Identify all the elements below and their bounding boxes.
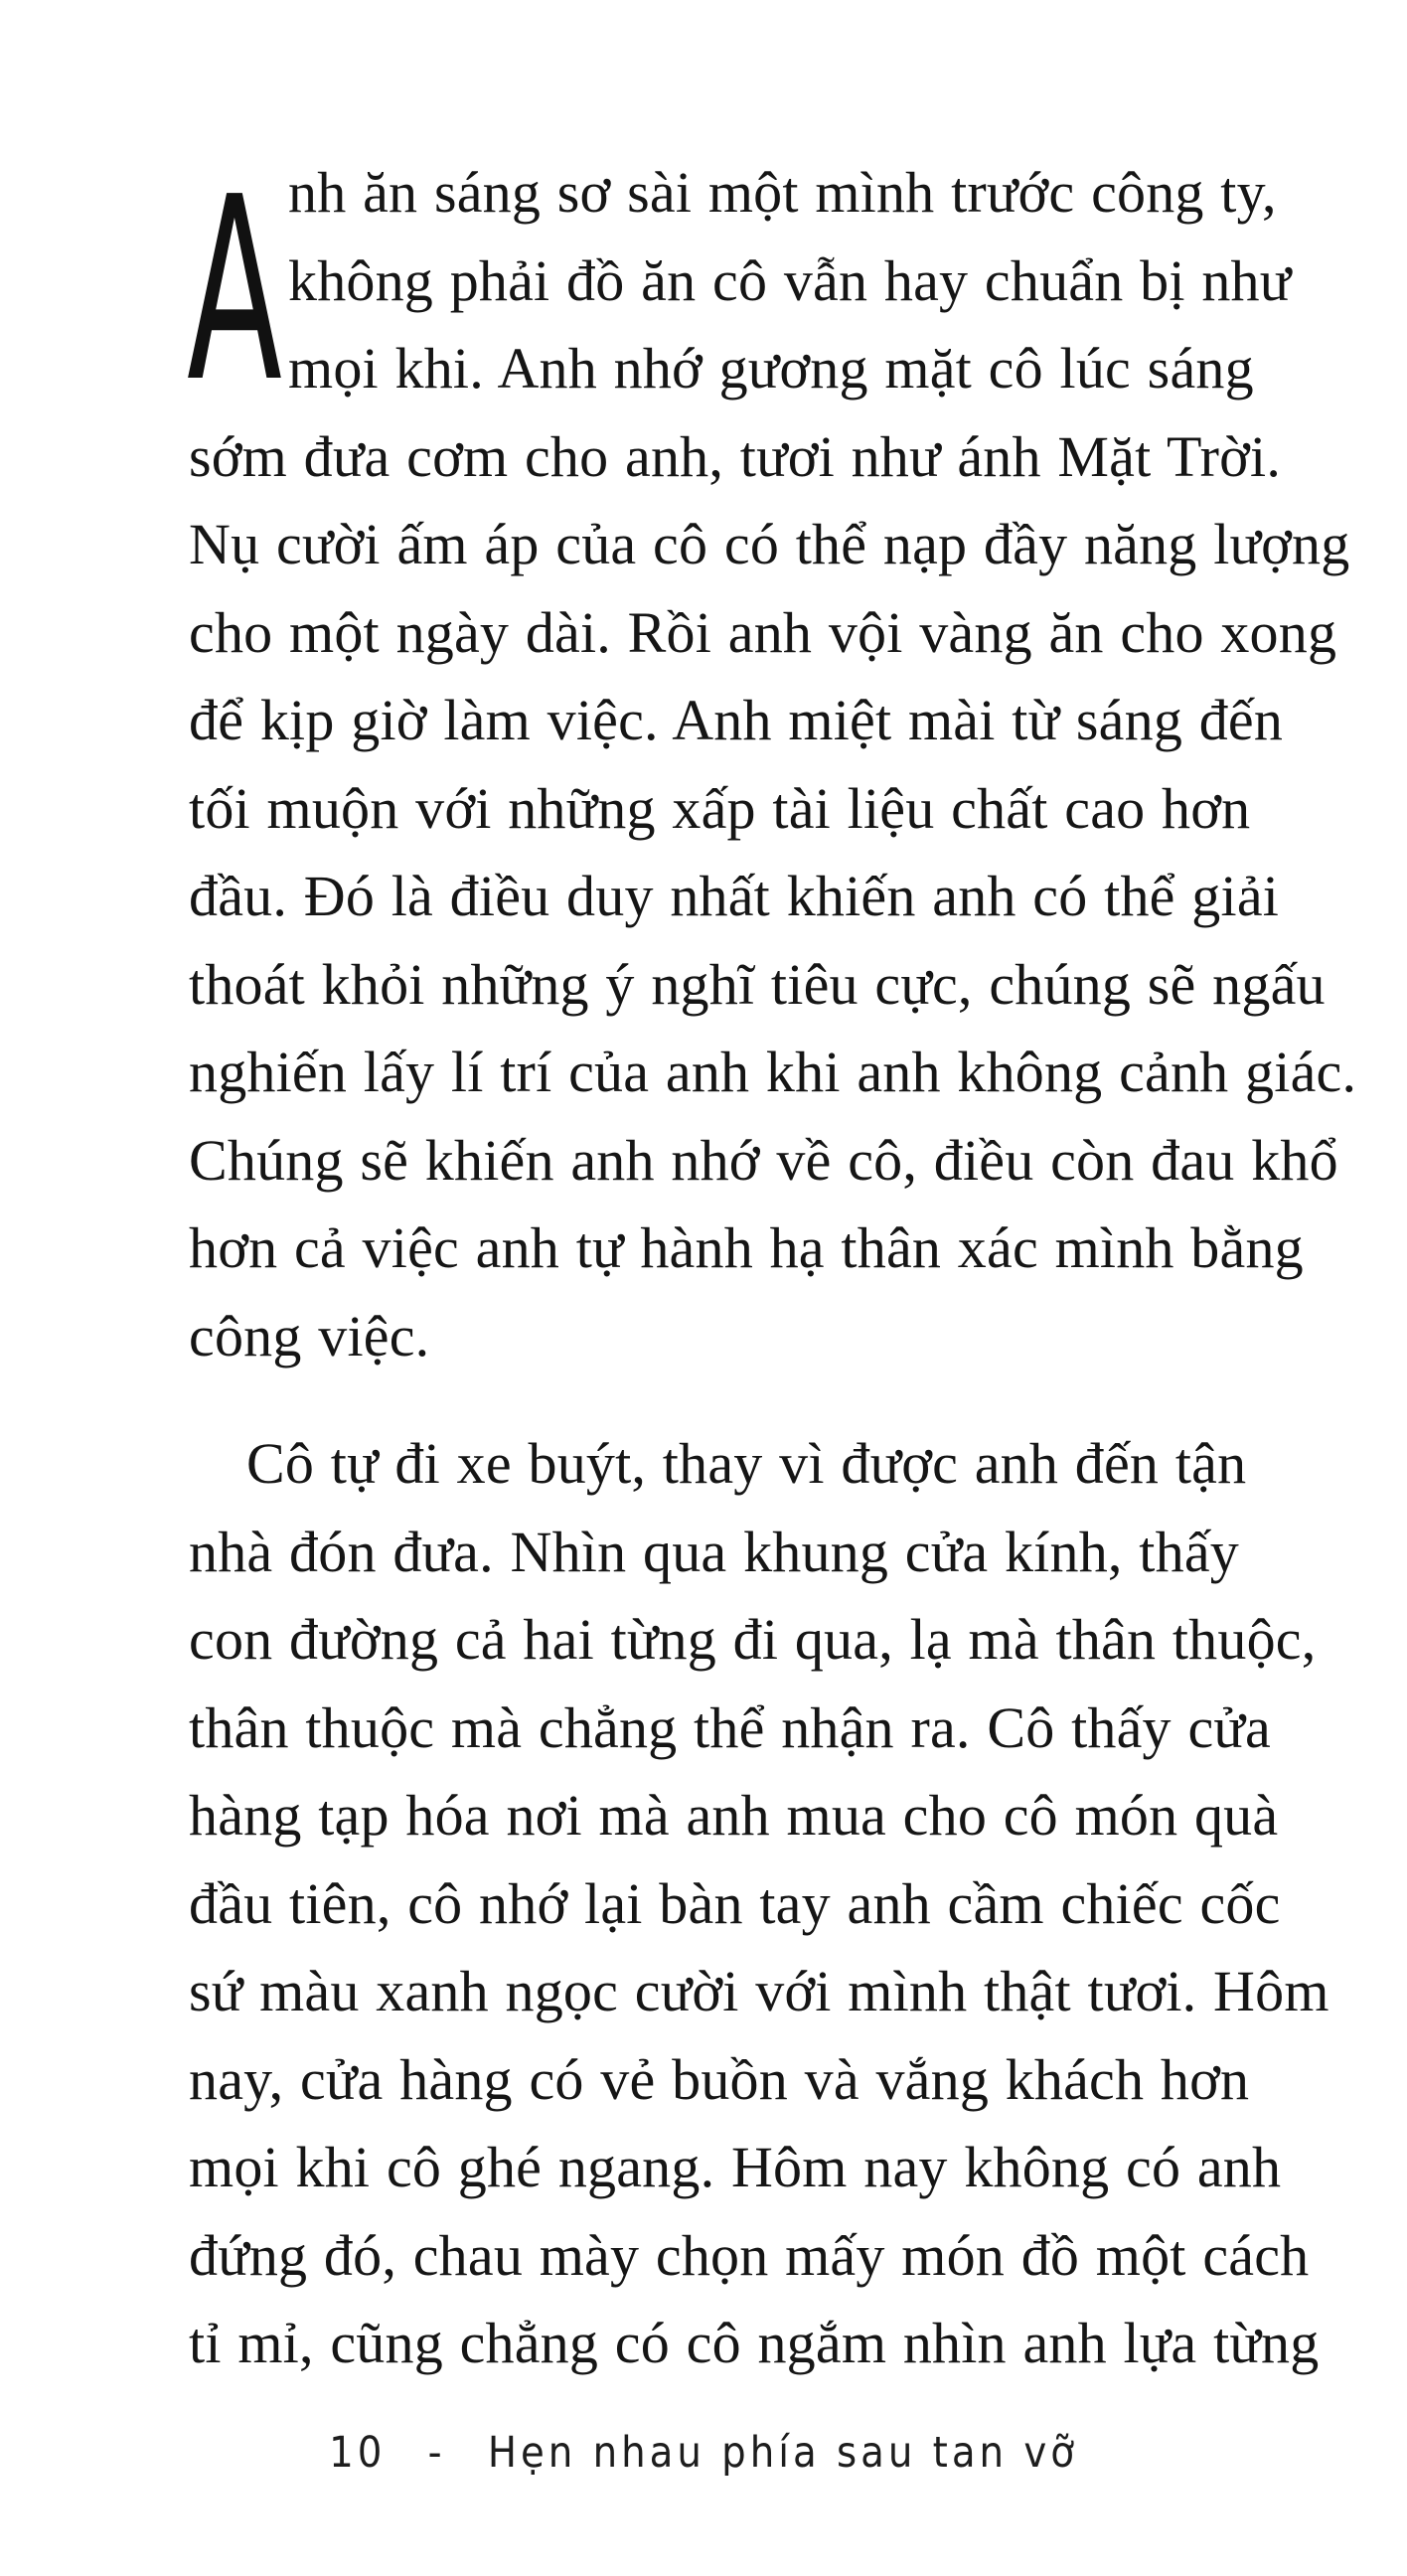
text-line: Chúng sẽ khiến anh nhớ về cô, điều còn đau khổ [189,1127,1338,1193]
text-line: tỉ mỉ, cũng chẳng có cô ngắm nhìn anh lựa từng [189,2311,1320,2375]
text-line: không phải đồ ăn cô vẫn hay chuẩn bị như [288,247,1292,313]
page-text [187,143,1376,2388]
text-line: thoát khỏi những ý nghĩ tiêu cực, chúng sẽ ngấu [189,951,1326,1017]
text-line: sứ màu xanh ngọc cười với mình thật tươi. Hôm [189,1959,1329,2023]
page-footer [0,2428,1407,2478]
text-line: Nụ cười ấm áp của cô có thể nạp đầy năng lượng [189,512,1350,576]
text-line: tối muộn với những xấp tài liệu chất cao hơn [189,775,1251,841]
text-line: đứng đó, chau mày chọn mấy món đồ một cách [189,2222,1310,2288]
text-line: đầu. Đó là điều duy nhất khiến anh có thể giải [189,864,1280,928]
text-line: nghiến lấy lí trí của anh khi anh không cảnh giác. [189,1040,1357,1104]
book-title: Hẹn nhau phía sau tan vỡ [487,2428,1078,2478]
text-line: nhà đón đưa. Nhìn qua khung cửa kính, thấy [189,1519,1239,1584]
page-number: 10 [329,2428,387,2478]
text-line: thân thuộc mà chẳng thể nhận ra. Cô thấy cửa [189,1694,1271,1760]
text-line: đầu tiên, cô nhớ lại bàn tay anh cầm chiếc cốc [189,1870,1281,1936]
footer-separator: - [427,2428,446,2478]
paragraph-gap [189,1380,1376,1420]
text-line: mọi khi cô ghé ngang. Hôm nay không có anh [189,2135,1282,2199]
text-line: hơn cả việc anh tự hành hạ thân xác mình bằng [189,1215,1304,1280]
text-line: nh ăn sáng sơ sài một mình trước công ty, [288,160,1277,225]
drop-cap-letter: A [187,143,282,438]
text-line: sớm đưa cơm cho anh, tươi như ánh Mặt Trời. [189,423,1282,489]
text-line: nay, cửa hàng có vẻ buồn và vắng khách hơn [189,2046,1250,2112]
text-line: hàng tạp hóa nơi mà anh mua cho cô món quà [189,1783,1279,1848]
text-line: mọi khi. Anh nhớ gương mặt cô lúc sáng [288,336,1254,401]
text-line: cho một ngày dài. Rồi anh vội vàng ăn cho xong [189,599,1337,665]
text-line: con đường cả hai từng đi qua, lạ mà thân thuộc, [189,1607,1317,1672]
text-line: để kịp giờ làm việc. Anh miệt mài từ sáng đến [189,688,1284,752]
text-line: công việc. [189,1303,430,1368]
text-line: Cô tự đi xe buýt, thay vì được anh đến tận [246,1431,1247,1496]
